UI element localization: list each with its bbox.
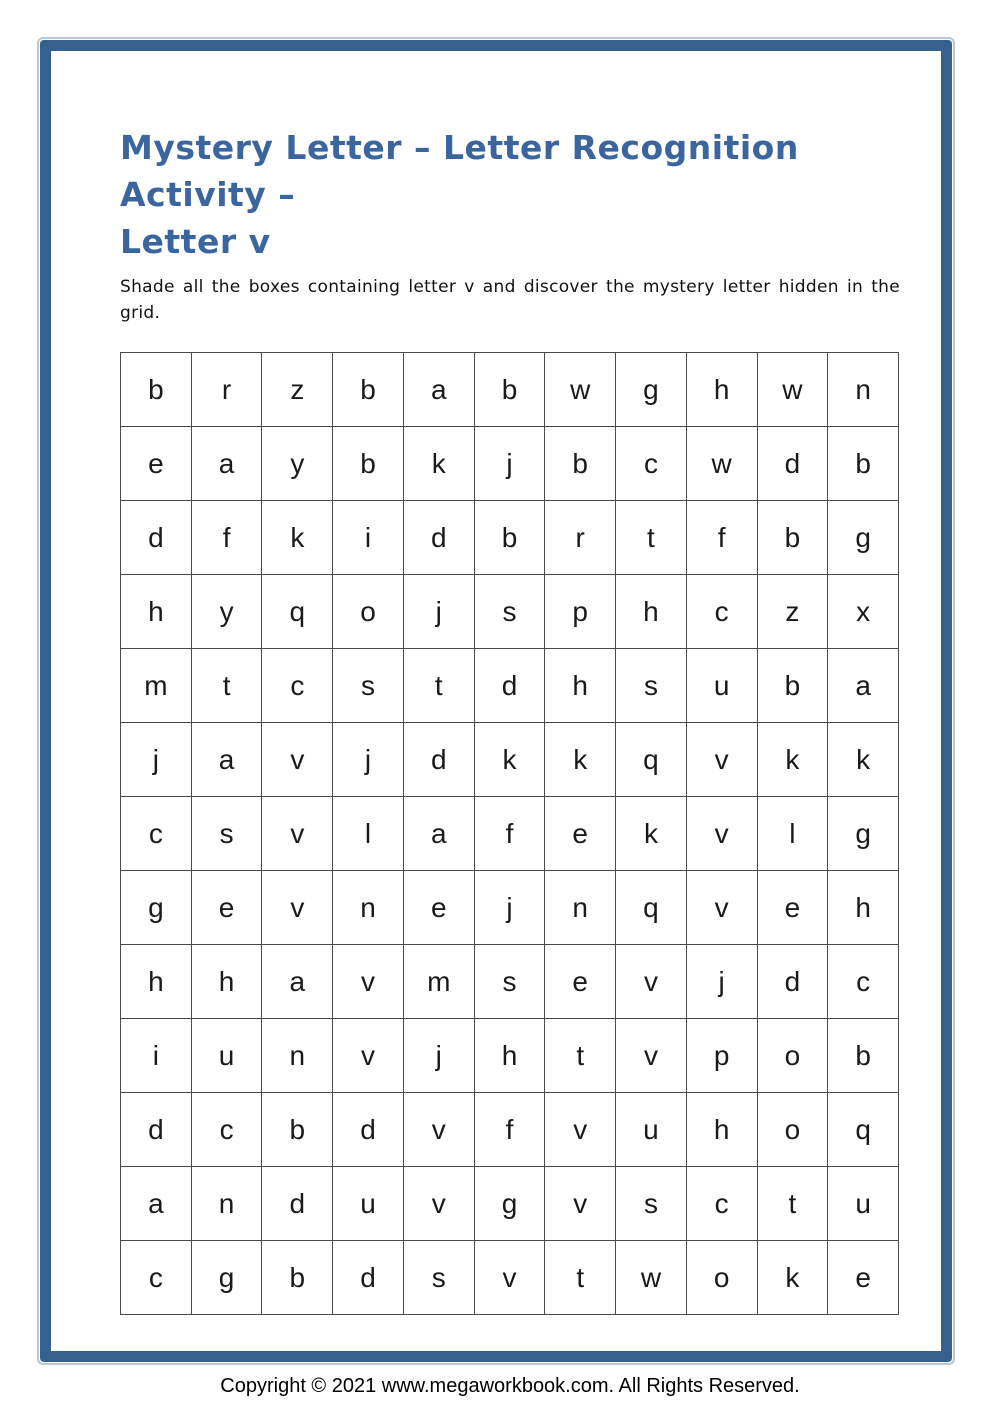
grid-cell[interactable] xyxy=(333,871,404,945)
grid-letter: d xyxy=(501,669,518,701)
grid-cell[interactable] xyxy=(687,723,758,797)
grid-cell[interactable] xyxy=(687,871,758,945)
grid-letter: c xyxy=(643,447,658,479)
grid-cell[interactable] xyxy=(758,501,829,575)
grid-letter: l xyxy=(364,817,372,849)
grid-letter: y xyxy=(219,595,234,627)
grid-letter: c xyxy=(856,965,871,997)
grid-letter: b xyxy=(360,373,376,405)
grid-letter: k xyxy=(643,817,658,849)
grid-letter: v xyxy=(643,1039,658,1071)
grid-cell[interactable] xyxy=(121,1019,192,1093)
grid-letter: d xyxy=(430,521,447,553)
grid-cell[interactable] xyxy=(404,871,475,945)
grid-letter: v xyxy=(714,743,729,775)
grid-cell[interactable] xyxy=(616,353,687,427)
grid-letter: d xyxy=(360,1261,376,1293)
grid-letter: g xyxy=(501,1187,518,1219)
grid-cell[interactable] xyxy=(758,353,829,427)
worksheet-content xyxy=(120,124,900,1398)
grid-letter: b xyxy=(572,447,588,479)
grid-cell[interactable] xyxy=(828,1167,899,1241)
grid-cell[interactable] xyxy=(475,723,546,797)
grid-cell[interactable] xyxy=(121,427,192,501)
grid-cell[interactable] xyxy=(404,649,475,723)
grid-letter: k xyxy=(785,743,800,775)
grid-letter: v xyxy=(290,817,305,849)
grid-letter: c xyxy=(290,669,305,701)
grid-letter: u xyxy=(855,1187,871,1219)
grid-letter: h xyxy=(218,965,235,997)
grid-letter: l xyxy=(789,817,796,849)
grid-cell[interactable] xyxy=(616,797,687,871)
grid-letter: e xyxy=(784,891,801,923)
grid-letter: w xyxy=(570,373,591,405)
grid-letter: h xyxy=(572,669,588,701)
grid-cell[interactable] xyxy=(121,353,192,427)
grid-letter: f xyxy=(717,521,726,553)
grid-cell[interactable] xyxy=(475,649,546,723)
grid-cell[interactable] xyxy=(758,1241,829,1315)
grid-letter: c xyxy=(148,817,163,849)
grid-cell[interactable] xyxy=(758,1019,829,1093)
grid-letter: u xyxy=(643,1113,659,1145)
grid-cell[interactable] xyxy=(687,797,758,871)
grid-cell[interactable] xyxy=(687,1167,758,1241)
grid-cell[interactable] xyxy=(828,353,899,427)
grid-cell[interactable] xyxy=(687,1241,758,1315)
grid-letter: d xyxy=(784,447,801,479)
grid-letter: h xyxy=(855,891,871,923)
grid-letter: a xyxy=(430,373,447,405)
grid-letter: p xyxy=(713,1039,730,1071)
grid-cell[interactable] xyxy=(475,1019,546,1093)
grid-cell[interactable] xyxy=(192,797,263,871)
grid-cell[interactable] xyxy=(545,1093,616,1167)
grid-letter: d xyxy=(289,1187,306,1219)
grid-letter: h xyxy=(501,1039,518,1071)
grid-cell[interactable] xyxy=(404,501,475,575)
grid-letter: k xyxy=(856,743,871,775)
grid-cell[interactable] xyxy=(687,501,758,575)
grid-letter: s xyxy=(502,595,517,627)
grid-cell[interactable] xyxy=(192,353,263,427)
grid-letter: b xyxy=(501,373,518,405)
grid-cell[interactable] xyxy=(404,945,475,1019)
grid-cell[interactable] xyxy=(758,723,829,797)
grid-cell[interactable] xyxy=(545,723,616,797)
grid-cell[interactable] xyxy=(616,427,687,501)
grid-letter: s xyxy=(643,1187,658,1219)
grid-cell[interactable] xyxy=(545,575,616,649)
grid-cell[interactable] xyxy=(333,1093,404,1167)
grid-cell[interactable] xyxy=(545,353,616,427)
grid-cell[interactable] xyxy=(262,427,333,501)
grid-cell[interactable] xyxy=(262,1093,333,1167)
grid-cell[interactable] xyxy=(262,723,333,797)
grid-letter: j xyxy=(435,595,442,627)
grid-letter: j xyxy=(152,743,159,775)
grid-cell[interactable] xyxy=(262,1167,333,1241)
grid-letter: e xyxy=(148,447,164,479)
grid-cell[interactable] xyxy=(192,575,263,649)
grid-letter: b xyxy=(289,1261,306,1293)
grid-cell[interactable] xyxy=(475,797,546,871)
grid-cell[interactable] xyxy=(262,797,333,871)
grid-cell[interactable] xyxy=(192,1093,263,1167)
grid-letter: b xyxy=(855,1039,871,1071)
grid-cell[interactable] xyxy=(545,501,616,575)
grid-cell[interactable] xyxy=(687,1093,758,1167)
grid-letter: o xyxy=(784,1113,801,1145)
grid-letter: g xyxy=(855,521,871,553)
grid-cell[interactable] xyxy=(828,797,899,871)
grid-cell[interactable] xyxy=(687,575,758,649)
grid-cell[interactable] xyxy=(121,945,192,1019)
grid-cell[interactable] xyxy=(758,1167,829,1241)
grid-cell[interactable] xyxy=(333,723,404,797)
grid-cell[interactable] xyxy=(687,427,758,501)
grid-cell[interactable] xyxy=(262,575,333,649)
grid-cell[interactable] xyxy=(333,501,404,575)
grid-letter: t xyxy=(788,1187,797,1219)
grid-letter: v xyxy=(502,1261,517,1293)
grid-letter: b xyxy=(855,447,871,479)
grid-letter: v xyxy=(361,1039,376,1071)
grid-letter: v xyxy=(431,1113,446,1145)
grid-cell[interactable] xyxy=(404,575,475,649)
grid-letter: z xyxy=(290,373,305,405)
grid-letter: k xyxy=(290,521,305,553)
grid-cell[interactable] xyxy=(404,427,475,501)
grid-letter: g xyxy=(148,891,164,923)
grid-cell[interactable] xyxy=(121,1241,192,1315)
grid-cell[interactable] xyxy=(545,871,616,945)
grid-cell[interactable] xyxy=(687,649,758,723)
grid-letter: a xyxy=(148,1187,164,1219)
grid-cell[interactable] xyxy=(121,649,192,723)
grid-cell[interactable] xyxy=(828,575,899,649)
grid-cell[interactable] xyxy=(616,1093,687,1167)
grid-letter: q xyxy=(855,1113,871,1145)
grid-cell[interactable] xyxy=(192,945,263,1019)
grid-letter: a xyxy=(855,669,871,701)
grid-letter: v xyxy=(714,891,729,923)
grid-letter: d xyxy=(430,743,447,775)
grid-letter: k xyxy=(785,1261,800,1293)
grid-cell[interactable] xyxy=(616,1019,687,1093)
grid-letter: j xyxy=(718,965,725,997)
grid-cell[interactable] xyxy=(121,1167,192,1241)
grid-cell[interactable] xyxy=(192,501,263,575)
grid-cell[interactable] xyxy=(616,945,687,1019)
grid-cell[interactable] xyxy=(616,575,687,649)
grid-letter: v xyxy=(361,965,376,997)
page-title-line2: Letter v xyxy=(120,222,271,261)
grid-cell[interactable] xyxy=(262,649,333,723)
grid-letter: n xyxy=(289,1039,306,1071)
grid-cell[interactable] xyxy=(333,945,404,1019)
grid-letter: m xyxy=(144,669,168,701)
grid-letter: o xyxy=(360,595,376,627)
grid-cell[interactable] xyxy=(616,871,687,945)
grid-cell[interactable] xyxy=(192,1019,263,1093)
grid-cell[interactable] xyxy=(828,945,899,1019)
grid-letter: k xyxy=(431,447,446,479)
grid-letter: b xyxy=(784,521,801,553)
grid-cell[interactable] xyxy=(475,353,546,427)
grid-cell[interactable] xyxy=(828,871,899,945)
grid-cell[interactable] xyxy=(828,1019,899,1093)
grid-cell[interactable] xyxy=(545,1167,616,1241)
grid-letter: j xyxy=(506,447,513,479)
grid-cell[interactable] xyxy=(121,1093,192,1167)
grid-letter: g xyxy=(855,817,871,849)
grid-cell[interactable] xyxy=(545,427,616,501)
grid-letter: b xyxy=(360,447,376,479)
grid-cell[interactable] xyxy=(616,649,687,723)
grid-letter: n xyxy=(855,373,871,405)
grid-cell[interactable] xyxy=(404,1019,475,1093)
grid-letter: b xyxy=(501,521,518,553)
grid-cell[interactable] xyxy=(121,797,192,871)
grid-letter: v xyxy=(573,1113,588,1145)
grid-cell[interactable] xyxy=(687,353,758,427)
grid-letter: i xyxy=(364,521,372,553)
grid-letter: d xyxy=(360,1113,376,1145)
grid-letter: d xyxy=(784,965,801,997)
grid-letter: s xyxy=(502,965,517,997)
grid-letter: t xyxy=(647,521,655,553)
grid-cell[interactable] xyxy=(262,1241,333,1315)
grid-cell[interactable] xyxy=(616,1241,687,1315)
grid-cell[interactable] xyxy=(121,575,192,649)
grid-letter: s xyxy=(219,817,234,849)
grid-cell[interactable] xyxy=(192,427,263,501)
grid-cell[interactable] xyxy=(475,945,546,1019)
grid-cell[interactable] xyxy=(475,1093,546,1167)
grid-letter: n xyxy=(218,1187,235,1219)
grid-letter: k xyxy=(573,743,588,775)
grid-letter: q xyxy=(643,743,659,775)
grid-letter: g xyxy=(643,373,659,405)
grid-letter: q xyxy=(643,891,659,923)
grid-letter: h xyxy=(643,595,659,627)
grid-cell[interactable] xyxy=(121,501,192,575)
grid-cell[interactable] xyxy=(475,1241,546,1315)
grid-letter: h xyxy=(713,1113,730,1145)
grid-cell[interactable] xyxy=(828,649,899,723)
grid-letter: k xyxy=(502,743,517,775)
grid-letter: n xyxy=(572,891,588,923)
grid-letter: s xyxy=(361,669,376,701)
grid-letter: h xyxy=(148,595,164,627)
grid-cell[interactable] xyxy=(616,501,687,575)
grid-letter: e xyxy=(430,891,447,923)
grid-cell[interactable] xyxy=(828,501,899,575)
grid-cell[interactable] xyxy=(333,575,404,649)
grid-cell[interactable] xyxy=(758,649,829,723)
grid-cell[interactable] xyxy=(404,1167,475,1241)
grid-letter: e xyxy=(855,1261,871,1293)
grid-letter: q xyxy=(289,595,306,627)
grid-cell[interactable] xyxy=(828,427,899,501)
grid-letter: w xyxy=(711,447,732,479)
grid-cell[interactable] xyxy=(475,575,546,649)
grid-cell[interactable] xyxy=(687,1019,758,1093)
grid-cell[interactable] xyxy=(192,1167,263,1241)
grid-letter: f xyxy=(505,1113,514,1145)
grid-letter: z xyxy=(785,595,800,627)
grid-letter: i xyxy=(152,1039,159,1071)
grid-cell[interactable] xyxy=(121,723,192,797)
grid-cell[interactable] xyxy=(545,1241,616,1315)
grid-cell[interactable] xyxy=(192,1241,263,1315)
grid-cell[interactable] xyxy=(758,945,829,1019)
letter-grid xyxy=(120,352,899,1315)
grid-letter: w xyxy=(782,373,803,405)
grid-cell[interactable] xyxy=(475,871,546,945)
grid-cell[interactable] xyxy=(262,871,333,945)
grid-letter: u xyxy=(360,1187,376,1219)
grid-letter: v xyxy=(290,743,305,775)
grid-cell[interactable] xyxy=(404,723,475,797)
grid-cell[interactable] xyxy=(333,427,404,501)
grid-letter: u xyxy=(218,1039,235,1071)
copyright-footer: Copyright © 2021 www.megaworkbook.com. All Rights Reserved. xyxy=(220,1375,800,1397)
grid-letter: v xyxy=(431,1187,446,1219)
grid-cell[interactable] xyxy=(545,945,616,1019)
grid-letter: h xyxy=(148,965,164,997)
grid-letter: v xyxy=(643,965,658,997)
grid-letter: v xyxy=(290,891,305,923)
grid-cell[interactable] xyxy=(758,797,829,871)
grid-cell[interactable] xyxy=(333,1019,404,1093)
grid-letter: c xyxy=(714,595,729,627)
grid-cell[interactable] xyxy=(404,353,475,427)
grid-cell[interactable] xyxy=(828,723,899,797)
grid-letter: d xyxy=(148,1113,164,1145)
grid-letter: t xyxy=(576,1039,585,1071)
grid-letter: a xyxy=(218,447,235,479)
grid-cell[interactable] xyxy=(758,575,829,649)
grid-cell[interactable] xyxy=(192,871,263,945)
grid-letter: f xyxy=(222,521,231,553)
grid-letter: a xyxy=(289,965,306,997)
grid-letter: v xyxy=(714,817,729,849)
grid-letter: c xyxy=(148,1261,163,1293)
grid-letter: b xyxy=(289,1113,306,1145)
grid-letter: b xyxy=(148,373,164,405)
grid-cell[interactable] xyxy=(616,723,687,797)
grid-letter: t xyxy=(434,669,443,701)
grid-cell[interactable] xyxy=(758,1093,829,1167)
grid-letter: y xyxy=(290,447,305,479)
grid-letter: p xyxy=(572,595,588,627)
grid-cell[interactable] xyxy=(828,1093,899,1167)
instructions-text: Shade all the boxes containing letter v and discover the mystery letter hidden in the grid. xyxy=(120,277,900,323)
grid-cell[interactable] xyxy=(333,797,404,871)
page-title-line1: Mystery Letter – Letter Recognition Activity – xyxy=(120,128,799,214)
grid-cell[interactable] xyxy=(545,797,616,871)
grid-cell[interactable] xyxy=(262,1019,333,1093)
grid-letter: t xyxy=(222,669,231,701)
grid-letter: h xyxy=(713,373,730,405)
grid-letter: w xyxy=(640,1261,662,1293)
grid-letter: r xyxy=(575,521,585,553)
grid-cell[interactable] xyxy=(192,649,263,723)
grid-letter: v xyxy=(573,1187,588,1219)
grid-cell[interactable] xyxy=(121,871,192,945)
grid-letter: o xyxy=(713,1261,730,1293)
grid-cell[interactable] xyxy=(545,1019,616,1093)
grid-cell[interactable] xyxy=(616,1167,687,1241)
grid-letter: j xyxy=(364,743,372,775)
grid-letter: t xyxy=(576,1261,585,1293)
grid-cell[interactable] xyxy=(475,427,546,501)
grid-letter: n xyxy=(360,891,376,923)
grid-cell[interactable] xyxy=(475,501,546,575)
grid-cell[interactable] xyxy=(192,723,263,797)
grid-cell[interactable] xyxy=(545,649,616,723)
grid-letter: f xyxy=(505,817,514,849)
grid-cell[interactable] xyxy=(758,427,829,501)
grid-cell[interactable] xyxy=(333,1241,404,1315)
grid-letter: e xyxy=(572,817,588,849)
grid-letter: e xyxy=(218,891,235,923)
grid-letter: j xyxy=(506,891,513,923)
grid-letter: s xyxy=(643,669,658,701)
grid-letter: j xyxy=(435,1039,442,1071)
grid-cell[interactable] xyxy=(333,1167,404,1241)
grid-cell[interactable] xyxy=(687,945,758,1019)
grid-letter: x xyxy=(856,595,871,627)
page-title xyxy=(120,124,900,265)
grid-letter: o xyxy=(784,1039,801,1071)
grid-letter: r xyxy=(221,373,232,405)
grid-cell[interactable] xyxy=(758,871,829,945)
grid-letter: a xyxy=(430,817,447,849)
grid-letter: e xyxy=(572,965,588,997)
grid-cell[interactable] xyxy=(404,797,475,871)
grid-letter: c xyxy=(714,1187,729,1219)
grid-cell[interactable] xyxy=(333,353,404,427)
grid-letter: c xyxy=(219,1113,234,1145)
grid-cell[interactable] xyxy=(404,1241,475,1315)
grid-cell[interactable] xyxy=(404,1093,475,1167)
grid-letter: u xyxy=(713,669,730,701)
grid-letter: d xyxy=(148,521,164,553)
grid-cell[interactable] xyxy=(475,1167,546,1241)
grid-letter: s xyxy=(431,1261,446,1293)
grid-cell[interactable] xyxy=(262,353,333,427)
grid-letter: b xyxy=(784,669,801,701)
grid-letter: a xyxy=(218,743,235,775)
grid-letter: g xyxy=(218,1261,235,1293)
grid-letter: m xyxy=(427,965,451,997)
grid-cell[interactable] xyxy=(828,1241,899,1315)
grid-cell[interactable] xyxy=(262,501,333,575)
grid-cell[interactable] xyxy=(333,649,404,723)
grid-cell[interactable] xyxy=(262,945,333,1019)
